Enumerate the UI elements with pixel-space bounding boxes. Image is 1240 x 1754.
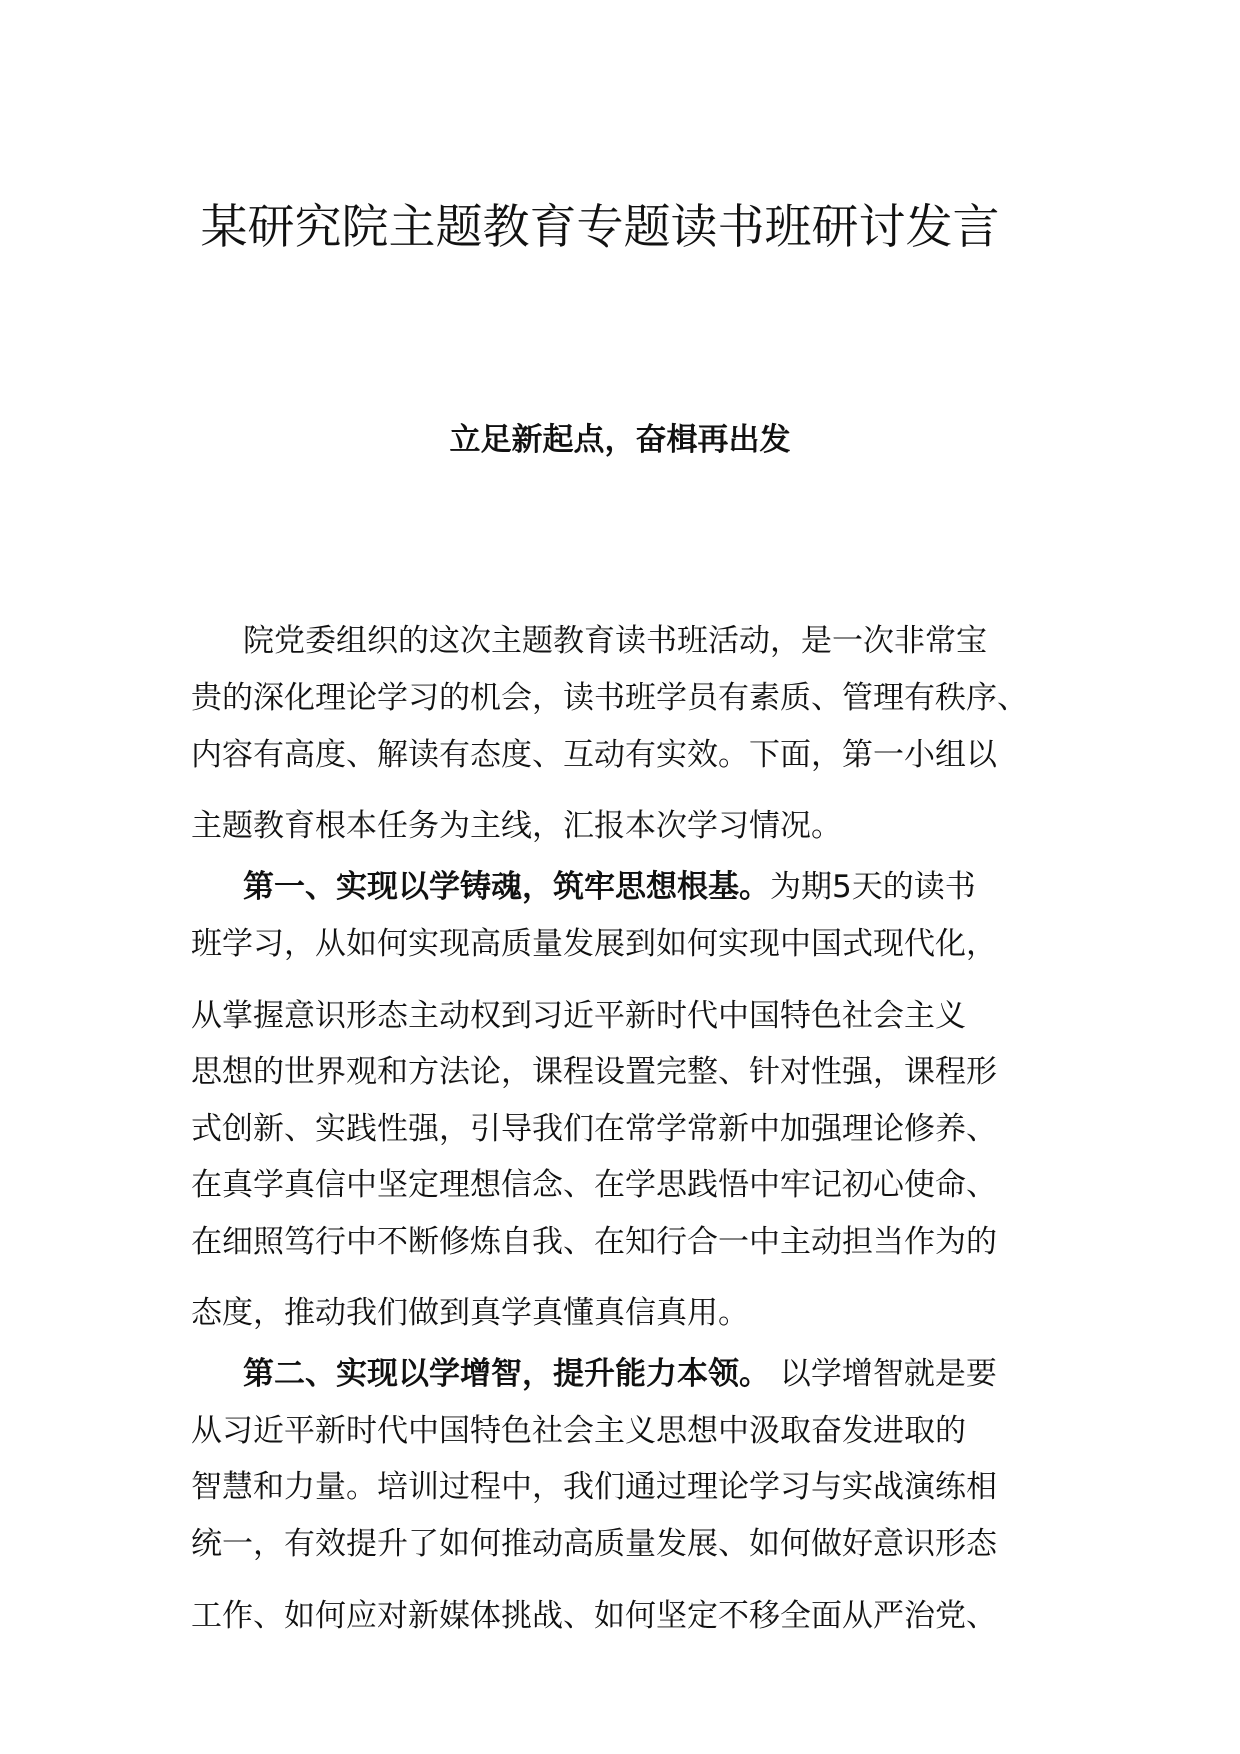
paragraph-line: 从掌握意识形态主动权到习近平新时代中国特色社会主义 (191, 998, 966, 1034)
paragraph-line: 在细照笃行中不断修炼自我、在知行合一中主动担当作为的 (191, 1224, 997, 1260)
paragraph-line: 主题教育根本任务为主线，汇报本次学习情况。 (191, 808, 842, 844)
paragraph-line: 内容有高度、解读有态度、互动有实效。下面，第一小组以 (191, 737, 997, 773)
section-heading: 第一、实现以学铸魂，筑牢思想根基。 (243, 869, 770, 905)
paragraph-line: 院党委组织的这次主题教育读书班活动，是一次非常宝 (243, 623, 987, 659)
paragraph-line: 态度，推动我们做到真学真懂真信真用。 (191, 1295, 749, 1331)
paragraph-line: 从习近平新时代中国特色社会主义思想中汲取奋发进取的 (191, 1413, 966, 1449)
section-heading-line (243, 867, 976, 907)
paragraph-line: 贵的深化理论学习的机会，读书班学员有素质、管理有秩序、 (191, 680, 1028, 716)
document-subtitle: 立足新起点，奋楫再出发 (449, 422, 791, 458)
paragraph-line: 班学习，从如何实现高质量发展到如何实现中国式现代化， (191, 926, 997, 962)
section-heading: 第二、实现以学增智，提升能力本领。 (243, 1356, 770, 1392)
paragraph-text: 为期5天的读书 (770, 869, 976, 905)
section-heading-line (243, 1354, 997, 1394)
paragraph-line: 在真学真信中坚定理想信念、在学思践悟中牢记初心使命、 (191, 1167, 997, 1203)
paragraph-line: 工作、如何应对新媒体挑战、如何坚定不移全面从严治党、 (191, 1598, 997, 1634)
paragraph-line: 统一，有效提升了如何推动高质量发展、如何做好意识形态 (191, 1526, 997, 1562)
paragraph-text: 以学增智就是要 (770, 1356, 997, 1392)
paragraph-line: 智慧和力量。培训过程中，我们通过理论学习与实战演练相 (191, 1469, 997, 1505)
document-title: 某研究院主题教育专题读书班研讨发言 (200, 200, 1000, 255)
paragraph-line: 思想的世界观和方法论，课程设置完整、针对性强，课程形 (191, 1054, 997, 1090)
paragraph-line: 式创新、实践性强，引导我们在常学常新中加强理论修养、 (191, 1111, 997, 1147)
